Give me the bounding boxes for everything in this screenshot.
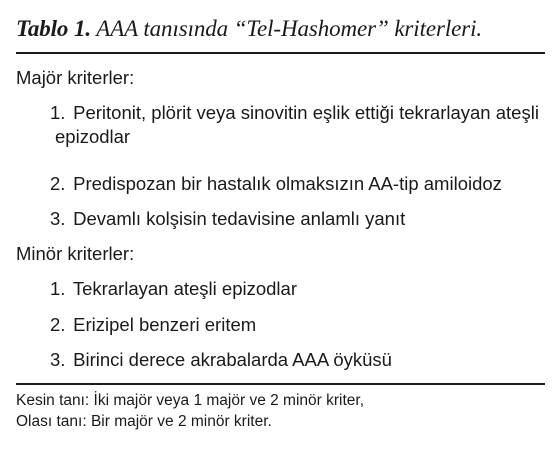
minor-criterion-3 <box>50 348 392 372</box>
item-text: Tekrarlayan ateşli epizodlar <box>72 278 297 299</box>
bottom-rule <box>16 383 545 385</box>
item-text-continued: epizodlar <box>55 126 131 147</box>
item-number: 2. <box>50 173 66 194</box>
footnote-probable-diagnosis: Olası tanı: Bir majör ve 2 minör kriter. <box>16 413 272 430</box>
table-caption <box>16 14 482 44</box>
item-text: Peritonit, plörit veya sinovitin eşlik ettiği tekrarlayan ateşli <box>73 102 539 123</box>
table-label: Tablo 1. <box>16 16 92 41</box>
major-criteria-heading: Majör kriterler: <box>16 67 135 88</box>
item-text: Birinci derece akrabalarda AAA öyküsü <box>73 349 392 370</box>
item-text: Erizipel benzeri eritem <box>73 314 257 335</box>
minor-criteria-heading: Minör kriterler: <box>16 243 135 264</box>
item-number: 2. <box>50 314 66 335</box>
top-rule <box>16 52 545 54</box>
footnote-definite-diagnosis: Kesin tanı: İki majör veya 1 majör ve 2 minör kriter, <box>16 392 365 409</box>
major-criterion-2 <box>50 172 502 196</box>
item-number: 3. <box>50 349 66 370</box>
table-title: AAA tanısında “Tel-Hashomer” kriterleri. <box>91 16 483 41</box>
item-number: 1. <box>50 102 66 123</box>
major-criterion-3 <box>50 207 405 231</box>
item-number: 1. <box>50 278 66 299</box>
item-text: Predispozan bir hastalık olmaksızın AA-tip amiloidoz <box>73 173 502 194</box>
item-text: Devamlı kolşisin tedavisine anlamlı yanıt <box>73 208 406 229</box>
major-criterion-1 <box>50 101 539 149</box>
minor-criterion-2 <box>50 313 256 337</box>
item-number: 3. <box>50 208 66 229</box>
minor-criterion-1 <box>50 277 297 301</box>
